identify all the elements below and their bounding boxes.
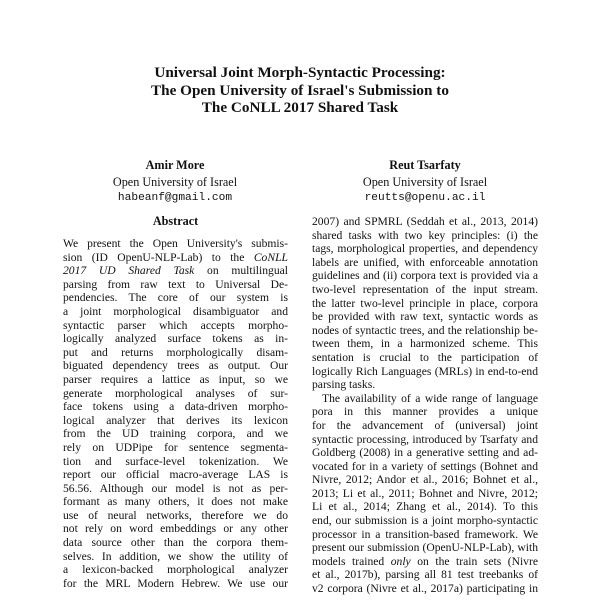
text-line: from the UD training corpora, and we [63,427,288,441]
text-line: tion and surface-level tokenization. We [63,454,288,468]
author-name: Reut Tsarfaty [389,158,461,172]
text-line: v2 corpora (Nivre et al., 2017a) participating in [312,582,538,596]
author-email: habeanf@gmail.com [117,192,233,204]
text-line: parsing from raw text to Universal De- [63,277,288,291]
text-line: et al., 2017b), parsing all 81 test treebanks of [312,568,538,582]
text-line: sentation is crucial to the participation of [312,350,538,364]
text-line: tween them, in a harmonized scheme. This [312,337,538,351]
text-line: logically analyzed surface tokens as in- [63,332,288,346]
author-email: reutts@openu.ac.il [364,192,486,204]
text-segment: on multilingual [194,264,288,278]
title-line: The Open University of Israel's Submission to [151,81,449,99]
right-column-body [312,215,538,596]
text-segment: on the train sets (Nivre [410,554,538,568]
text-line: a joint morphological disambiguator and [63,304,288,318]
text-line [63,264,288,278]
text-line: data source other than the corpora them- [63,536,288,550]
text-line: syntactic parser which accepts morpho- [63,318,288,332]
text-line [63,251,288,265]
text-line: parsing tasks. [312,378,376,392]
text-line: tags, morphological properties, and dependency [312,242,538,256]
text-line: be provided with raw text, syntactic words as [312,310,538,324]
title-line: Universal Joint Morph-Syntactic Processing: [154,64,446,81]
text-line: processor in a transition-based framework. We [312,527,538,541]
text-line: logically Rich Languages (MRLs) in end-to-end [312,364,538,378]
text-segment: sion (ID OpenU-NLP-Lab) to the [63,250,254,264]
abstract-body [63,237,288,590]
author-affiliation: Open University of Israel [362,174,488,189]
text-line: We present the Open University's submis- [63,237,288,250]
text-line: present our submission (OpenU-NLP-Lab), with [312,541,538,555]
text-line: generate morphological analyses of sur- [63,386,288,400]
italic-text: CoNLL [253,250,288,264]
text-line: the latter two-level principle in place, corpora [312,296,538,310]
text-line: not rely on word embeddings or any other [63,522,288,536]
text-line: shared tasks with two key principles: (i) the [312,228,538,242]
text-line: use of neural networks, therefore we do [63,508,288,522]
text-segment: models trained [312,554,391,568]
text-line: for the MRL Modern Hebrew. We use our [63,576,288,590]
text-line: 56.56. Although our model is not as per- [63,481,288,495]
text-line: Nivre, 2012; Andor et al., 2016; Bohnet et al., [312,473,538,487]
text-line: put and returns morphologically disam- [63,345,288,359]
title-line: The CoNLL 2017 Shared Task [201,99,399,116]
text-line: rely on UDPipe for sentence segmenta- [63,440,288,454]
text-line: end, our submission is a joint morpho-syntactic [312,514,538,528]
text-line: nodes of syntactic trees, and the relationship be- [312,323,538,337]
text-line [312,555,538,569]
text-line: parser requires a lattice as input, so we [63,372,288,386]
text-line: selves. In addition, we show the utility of [63,549,288,563]
text-line: pora in this manner provides a unique [312,405,538,419]
text-line: syntactic processing, introduced by Tsarfaty and [312,432,538,446]
italic-text: 2017 UD Shared Task [63,264,195,278]
text-line: face tokens using a data-driven morpho- [63,400,288,414]
text-line: formant as many others, it does not make [63,495,288,509]
text-line: vocated for in a variety of settings (Bohnet and [312,459,538,473]
author-block [50,157,300,207]
text-line: two-level representation of the input stream. [312,282,538,296]
author-name: Amir More [145,158,205,172]
paper-title [0,64,600,117]
text-line: Goldberg (2008) in a generative setting and ad- [312,446,538,460]
text-line: biguated dependency trees as output. Our [63,359,288,373]
text-line: pendencies. The core of our system is [63,291,288,305]
text-line: a lexicon-backed morphological analyzer [63,563,288,577]
text-line: for the advancement of (universal) joint [312,418,538,432]
author-block [300,157,550,207]
italic-text: only [390,554,411,568]
text-line: Li et al., 2014; Zhang et al., 2014). To this [312,500,538,514]
text-line: 2007) and SPMRL (Seddah et al., 2013, 2014) [312,215,538,228]
text-line: labels are unified, with enforceable annotation [312,255,538,269]
author-affiliation: Open University of Israel [112,174,238,189]
text-line: The availability of a wide range of language [322,391,538,405]
abstract-heading: Abstract [152,214,199,228]
text-line: logical analyzer that derives its lexicon [63,413,288,427]
text-line: report our official macro-average LAS is [63,468,288,482]
text-line: guidelines and (ii) corpora text is provided via a [312,269,538,283]
text-line: 2013; Li et al., 2011; Bohnet and Nivre, 2012; [312,486,538,500]
